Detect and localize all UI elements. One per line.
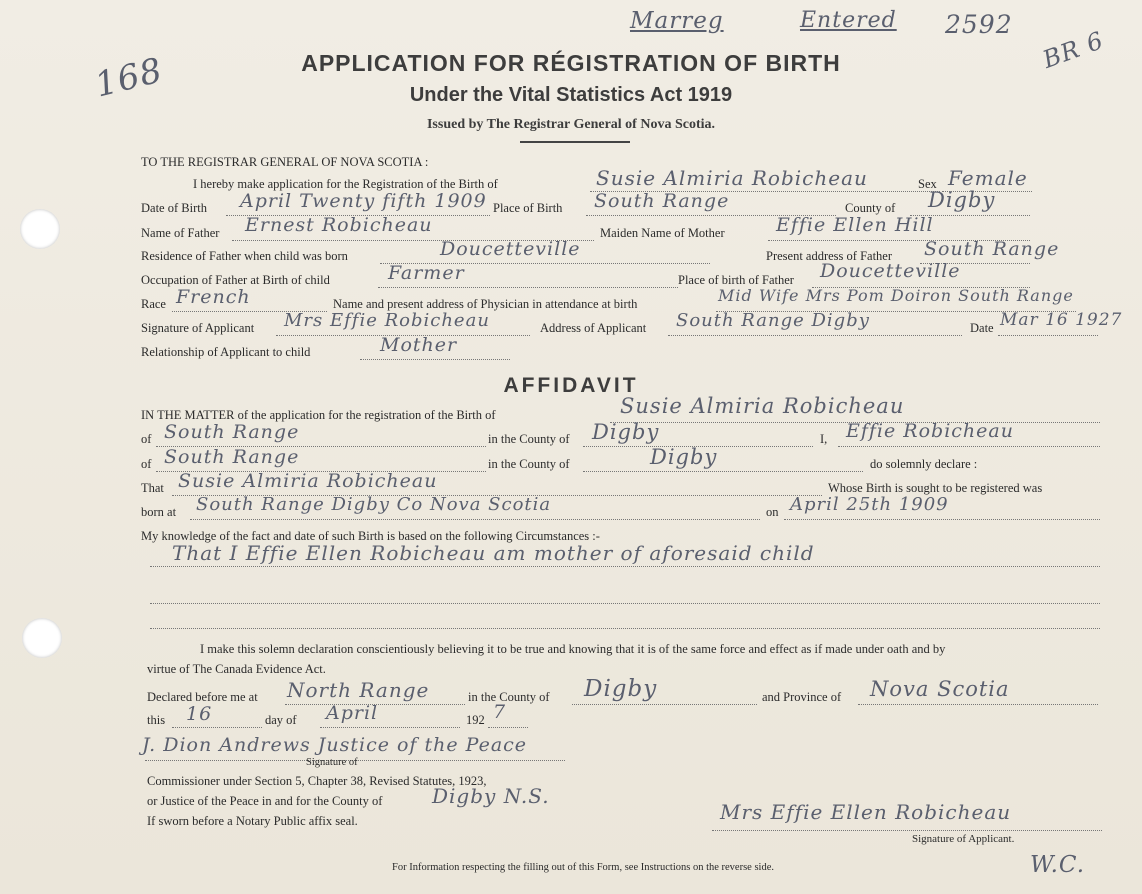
form-subtitle: Under the Vital Statistics Act 1919 [409, 84, 733, 106]
sex-value: Female [948, 166, 1028, 190]
relationship-value: Mother [380, 334, 458, 356]
affidavit-matter-label: IN THE MATTER of the application for the registration of the Birth of [141, 408, 496, 422]
form-title: APPLICATION FOR RÉGISTRATION OF BIRTH [301, 50, 841, 76]
affidavit-county-value-2: Digby [650, 445, 718, 469]
county-value: Digby [928, 188, 996, 212]
day-value: 16 [186, 703, 213, 725]
affidavit-that-label: That [141, 481, 164, 495]
affidavit-county-value-1: Digby [592, 420, 660, 444]
affidavit-county-label-1: in the County of [488, 432, 570, 446]
affidavit-declare-label: do solemnly declare : [870, 457, 978, 471]
affidavit-of-label-2: of [141, 457, 152, 471]
pob-value: South Range [594, 190, 730, 212]
month-value: April [326, 702, 379, 724]
affidavit-born-at-value: South Range Digby Co Nova Scotia [196, 494, 552, 515]
applicant-address-value: South Range Digby [676, 310, 870, 331]
father-birthplace-label: Place of birth of Father [678, 273, 794, 287]
affidavit-declarant-value: Effie Robicheau [846, 420, 1014, 442]
annotation-initials: W.C. [1030, 852, 1086, 878]
county-label: County of [845, 201, 896, 215]
year-digit-value: 7 [493, 701, 507, 723]
affidavit-i-label: I, [820, 432, 828, 446]
race-label: Race [141, 297, 166, 311]
jp-line: or Justice of the Peace in and for the County of [147, 794, 383, 808]
pob-label: Place of Birth [493, 201, 563, 215]
circumstance-line-3 [150, 628, 1100, 629]
father-label: Name of Father [141, 226, 220, 240]
physician-label: Name and present address of Physician in attendance at birth [333, 297, 638, 311]
declared-label: Declared before me at [147, 690, 258, 704]
footer-info: For Information respecting the filling out of this Form, see Instructions on the reverse side. [392, 862, 775, 873]
dob-value: April Twenty fifth 1909 [240, 190, 487, 212]
affidavit-of-label-1: of [141, 432, 152, 446]
affidavit-born-at-label: born at [141, 505, 177, 519]
race-value: French [176, 286, 251, 308]
commissioner-line-text: Commissioner under Section 5, Chapter 38, Revised Statutes, 1923, [147, 774, 487, 788]
applicant-signature-label-bottom: Signature of Applicant. [912, 833, 1015, 845]
circumstance-line-2 [150, 603, 1100, 604]
annotation-number-168: 168 [91, 50, 167, 106]
occupation-label: Occupation of Father at Birth of child [141, 273, 330, 287]
affidavit-child-value: Susie Almiria Robicheau [620, 394, 905, 418]
jp-county-value: Digby N.S. [432, 784, 550, 808]
day-of-label: day of [265, 713, 297, 727]
present-address-value: South Range [924, 238, 1060, 260]
child-name-value: Susie Almiria Robicheau [596, 166, 868, 190]
affidavit-whose-birth-label: Whose Birth is sought to be registered was [828, 481, 1043, 495]
intro-label: I hereby make application for the Registration of the Birth of [193, 177, 498, 191]
mother-value: Effie Ellen Hill [776, 214, 934, 236]
affidavit-on-label: on [766, 505, 779, 519]
declared-county-value: Digby [584, 676, 658, 702]
affidavit-heading: AFFIDAVIT [503, 374, 639, 397]
residence-value: Doucetteville [440, 238, 581, 260]
punch-hole-top [20, 209, 60, 249]
dob-label: Date of Birth [141, 201, 207, 215]
declared-place-value: North Range [287, 678, 430, 702]
applicant-signature-value: Mrs Effie Robicheau [284, 310, 490, 331]
affidavit-knowledge-label: My knowledge of the fact and date of such Birth is based on the following Circumstances :- [141, 529, 600, 543]
date-label: Date [970, 321, 994, 335]
mother-label: Maiden Name of Mother [600, 226, 725, 240]
affidavit-born-on-value: April 25th 1909 [790, 494, 949, 515]
punch-hole-bottom [22, 618, 62, 658]
affidavit-county-label-2: in the County of [488, 457, 570, 471]
salutation: TO THE REGISTRAR GENERAL OF NOVA SCOTIA : [141, 155, 429, 169]
affidavit-of-value-1: South Range [164, 421, 300, 443]
applicant-signature-label: Signature of Applicant [141, 321, 255, 335]
relationship-label: Relationship of Applicant to child [141, 345, 311, 359]
declared-county-label: in the County of [468, 690, 550, 704]
annotation-marreg: Marreg [630, 8, 724, 34]
occupation-value: Farmer [388, 262, 465, 284]
this-label: this [147, 713, 166, 727]
notary-line: If sworn before a Notary Public affix seal. [147, 814, 358, 828]
form-issuer: Issued by The Registrar General of Nova Scotia. [426, 117, 716, 132]
date-value: Mar 16 1927 [1000, 310, 1123, 330]
declaration-line-1: I make this solemn declaration conscientiously believing it to be true and knowing that it is of the same force and effect as if made under oath and by [200, 642, 946, 656]
affidavit-that-value: Susie Almiria Robicheau [178, 470, 438, 492]
present-address-label: Present address of Father [766, 249, 893, 263]
header-rule [520, 141, 630, 143]
residence-label: Residence of Father when child was born [141, 249, 348, 263]
commissioner-signature-value: J. Dion Andrews Justice of the Peace [142, 734, 528, 756]
annotation-registration-number: 2592 [945, 10, 1013, 39]
annotation-corner-code: BR 6 [1039, 26, 1108, 74]
affidavit-of-value-2: South Range [164, 446, 300, 468]
year-prefix: 192 [466, 713, 485, 727]
declaration-line-2: virtue of The Canada Evidence Act. [147, 662, 326, 676]
physician-value: Mid Wife Mrs Pom Doiron South Range [718, 286, 1074, 305]
affidavit-circumstance-value: That I Effie Ellen Robicheau am mother of aforesaid child [172, 541, 815, 565]
father-birthplace-value: Doucetteville [820, 260, 961, 282]
signature-of-label: Signature of [306, 757, 358, 768]
father-value: Ernest Robicheau [245, 214, 433, 236]
province-label: and Province of [762, 690, 842, 704]
annotation-entered: Entered [800, 8, 897, 33]
province-value: Nova Scotia [870, 677, 1010, 701]
applicant-signature-bottom: Mrs Effie Ellen Robicheau [720, 800, 1012, 824]
sex-label: Sex [918, 177, 937, 191]
applicant-address-label: Address of Applicant [540, 321, 647, 335]
